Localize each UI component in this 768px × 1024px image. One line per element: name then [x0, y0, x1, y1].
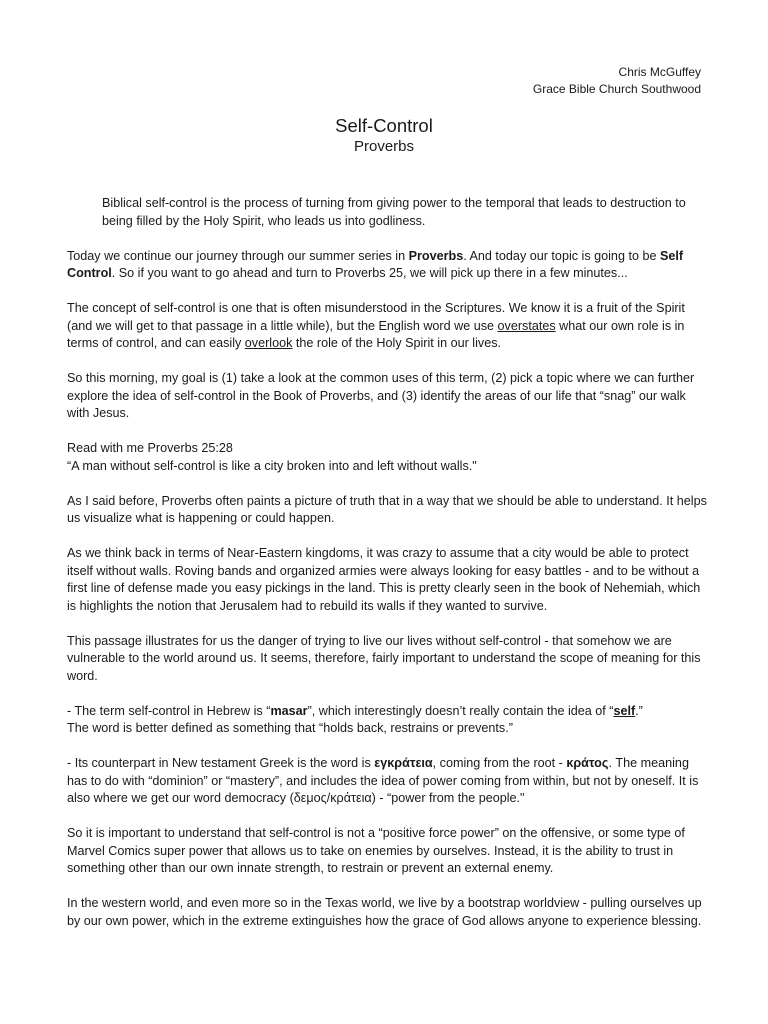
paragraph-concept: The concept of self-control is one that is often misunderstood in the Scriptures. We know it is a fruit of the Spirit (and we will get to that passage in a little while), but the English word we use overstates what our own role is in terms of control, and can easily overlook the role of the Holy Spirit in our lives.	[67, 301, 685, 350]
underline-overlook: overlook	[244, 336, 293, 350]
document-body	[67, 195, 708, 948]
document-title: Self-Control	[335, 115, 433, 136]
abstract-paragraph: Biblical self-control is the process of turning from giving power to the temporal that leads to destruction to being filled by the Holy Spirit, who leads us into godliness.	[102, 196, 686, 228]
bold-self-control: Self Control	[67, 248, 684, 280]
paragraph-scripture	[67, 440, 708, 475]
bold-proverbs: Proverbs	[408, 248, 464, 263]
paragraph-hebrew: - The term self-control in Hebrew is “masar”, which interestingly doesn’t really contain the idea of “self.” The word is better defined as something that “holds back, restrains or prevents.”	[67, 703, 643, 735]
scripture-reference: Read with me Proverbs 25:28	[67, 441, 233, 455]
bold-kratos: κράτος	[566, 756, 609, 770]
underline-overstates: overstates	[497, 318, 556, 333]
document-subtitle: Proverbs	[353, 138, 415, 155]
paragraph-understand: So it is important to understand that self-control is not a “positive force power” on the offensive, or some type of Marvel Comics super power that allows us to take on enemies by ourselves. Instead, it is the ability to trust in something other than our own innate strength, to restrain or prevent an external enemy.	[67, 826, 685, 875]
paragraph-picture: As I said before, Proverbs often paints a picture of truth that in a way that we should be able to understand. It helps us visualize what is happening or could happen.	[67, 493, 707, 525]
author-block	[533, 64, 701, 98]
church-name: Grace Bible Church Southwood	[532, 82, 701, 96]
title-block	[0, 114, 768, 157]
author-name: Chris McGuffey	[618, 65, 701, 79]
paragraph-intro: Today we continue our journey through our summer series in Proverbs. And today our topic is going to be Self Control. So if you want to go ahead and turn to Proverbs 25, we will pick up there in a few minutes...	[67, 248, 684, 280]
paragraph-greek: - Its counterpart in New testament Greek is the word is εγκράτεια, coming from the root - κράτος. The meaning has to do with “dominion” or “mastery”, and includes the idea of power coming from within, but not by oneself. It is also where we get our word democracy (δεμος/κράτεια) - “power from the people."	[67, 756, 699, 805]
bold-masar: masar	[270, 703, 308, 718]
paragraph-goal: So this morning, my goal is (1) take a look at the common uses of this term, (2) pick a topic where we can further explore the idea of self-control in the Book of Proverbs, and (3) identify the areas of our life that “snag” our walk with Jesus.	[67, 371, 695, 420]
bold-enkrateia: εγκράτεια	[374, 756, 433, 770]
paragraph-danger: This passage illustrates for us the danger of trying to live our lives without self-control - that somehow we are vulnerable to the world around us. It seems, therefore, fairly important to understand the scope of meaning for this word.	[67, 633, 701, 683]
scripture-quote: “A man without self-control is like a city broken into and left without walls."	[67, 458, 477, 473]
paragraph-kingdoms: As we think back in terms of Near-Eastern kingdoms, it was crazy to assume that a city would be able to protect itself without walls. Roving bands and organized armies were always looking for easy battles - and to be without a first line of defense made you easy pickings in the land. This is pretty clearly seen in the book of Nehemiah, which is highlights the notion that Jerusalem had to rebuild its walls if they wanted to survive.	[67, 546, 701, 613]
paragraph-western: In the western world, and even more so in the Texas world, we live by a bootstrap worldview - pulling ourselves up by our own power, which in the extreme extinguishes how the grace of God allows anyone to experience blessing.	[67, 896, 702, 928]
bold-underline-self: self	[613, 703, 636, 718]
